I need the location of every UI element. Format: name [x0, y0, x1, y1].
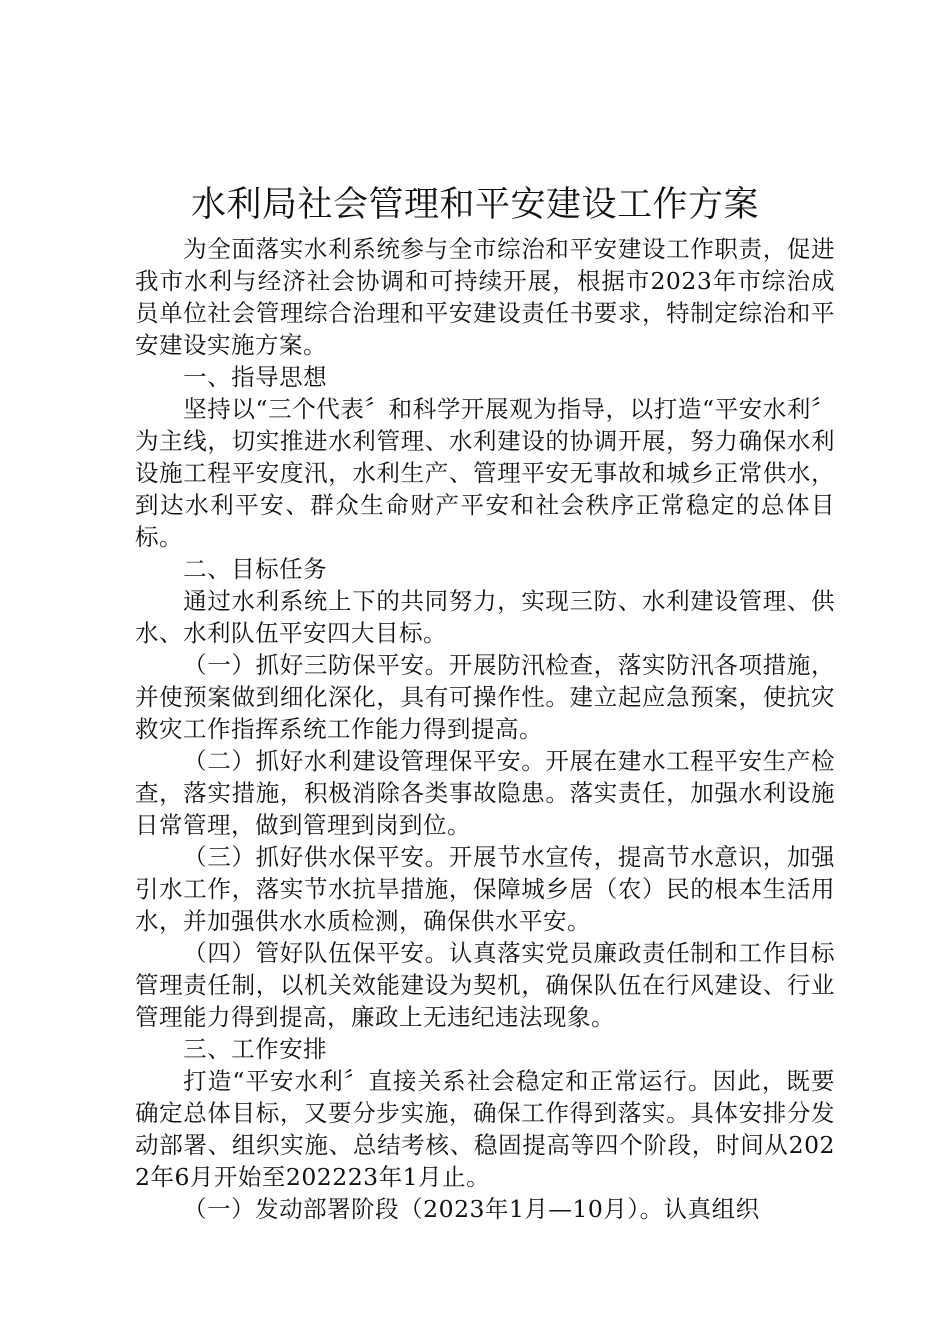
- objective-item-1: （一）抓好三防保平安。开展防汛检查，落实防汛各项措施，并使预案做到细化深化，具有可操作性。建立起应急预案，使抗灾救灾工作指挥系统工作能力得到提高。: [135, 651, 835, 743]
- objective-item-3: （三）抓好供水保平安。开展节水宣传，提高节水意识，加强引水工作，落实节水抗旱措施，保障城乡居（农）民的根本生活用水，并加强供水水质检测，确保供水平安。: [135, 843, 835, 935]
- phase-item-1: （一）发动部署阶段（2023年1月—10月）。认真组织: [183, 1195, 760, 1223]
- document-body: [135, 233, 835, 1225]
- section-heading-work-arrangement: 三、工作安排: [183, 1035, 328, 1063]
- objective-item-4: （四）管好队伍保平安。认真落实党员廉政责任制和工作目标管理责任制，以机关效能建设为契机，确保队伍在行风建设、行业管理能力得到提高，廉政上无违纪违法现象。: [135, 939, 835, 1031]
- intro-paragraph: 为全面落实水利系统参与全市综治和平安建设工作职责，促进我市水利与经济社会协调和可持续开展，根据市2023年市综治成员单位社会管理综合治理和平安建设责任书要求，特制定综治和平安建设实施方案。: [135, 235, 835, 359]
- section-heading-objectives: 二、目标任务: [183, 555, 328, 583]
- objectives-paragraph: 通过水利系统上下的共同努力，实现三防、水利建设管理、供水、水利队伍平安四大目标。: [135, 587, 835, 647]
- document-title: 水利局社会管理和平安建设工作方案: [190, 185, 759, 225]
- guiding-ideology-paragraph: 坚持以“三个代表〞和科学开展观为指导，以打造“平安水利〞为主线，切实推进水利管理、水利建设的协调开展，努力确保水利设施工程平安度汛，水利生产、管理平安无事故和城乡正常供水，到达水利平安、群众生命财产平安和社会秩序正常稳定的总体目标。: [135, 395, 835, 551]
- section-heading-guiding-ideology: 一、指导思想: [183, 363, 328, 391]
- objective-item-2: （二）抓好水利建设管理保平安。开展在建水工程平安生产检查，落实措施，积极消除各类事故隐患。落实责任，加强水利设施日常管理，做到管理到岗到位。: [135, 747, 835, 839]
- work-arrangement-paragraph: 打造“平安水利〞直接关系社会稳定和正常运行。因此，既要确定总体目标，又要分步实施，确保工作得到落实。具体安排分发动部署、组织实施、总结考核、稳固提高等四个阶段，时间从2022年6月开始至202223年1月止。: [135, 1067, 835, 1191]
